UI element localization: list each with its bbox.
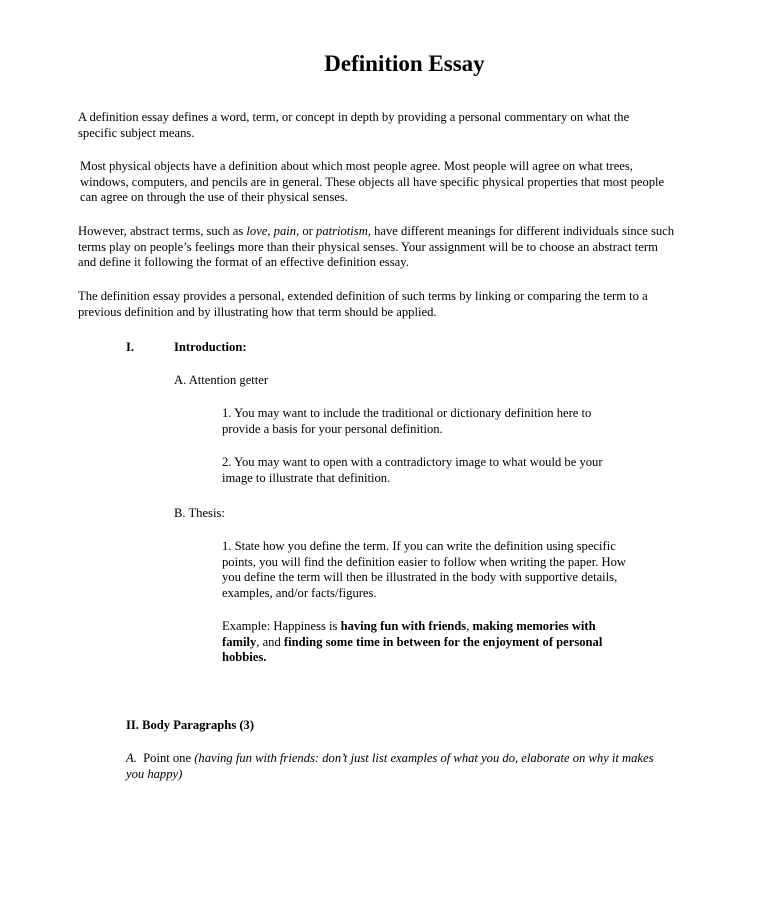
section-one-number: I. (126, 340, 135, 354)
section-one-title: Introduction: (174, 340, 247, 354)
extended-definition-paragraph: The definition essay provides a personal, extended definition of such terms by linking or comparing the term to a previous definition and by illustrating how that term should be applied. (78, 289, 648, 319)
abstract-terms-paragraph (78, 224, 678, 271)
example-separator-2: , and (256, 634, 284, 649)
point-one-note: (having fun with friends: don’t just list examples of what you do, elaborate on why it makes you happy) (126, 751, 654, 781)
example-separator-1: , (466, 619, 473, 633)
attention-getter-heading: A. Attention getter (174, 373, 269, 387)
thesis-item-1: 1. State how you define the term. If you can write the definition using specific points, you will find the definition easier to follow when writing the paper. How you define the term will then be illustrated in the body with supportive details, examples, and/or facts/figures. (222, 539, 626, 600)
example-bold-memories-with-family: making memories with family (222, 619, 596, 649)
abstract-middle-text: or (299, 224, 317, 238)
abstract-after-text: , have different meanings for different individuals since such terms play on people’s feelings more than their physical senses. Your assignment will be to choose an abstract term and define it following the format of an effective definition essay. (78, 224, 675, 269)
page-title: Definition Essay (324, 51, 485, 76)
body-paragraphs-heading: II. Body Paragraphs (3) (126, 718, 255, 732)
attention-getter-item-1: 1. You may want to include the traditional or dictionary definition here to provide a basis for your personal definition. (222, 406, 592, 436)
abstract-before-text: However, abstract terms, such as (78, 224, 247, 238)
thesis-heading: B. Thesis: (174, 506, 225, 520)
point-one (126, 751, 656, 782)
example-bold-fun-with-friends: having fun with friends (340, 619, 467, 633)
attention-getter-item-2: 2. You may want to open with a contradictory image to what would be your image to illustrate that definition. (222, 455, 603, 485)
thesis-example (222, 619, 627, 666)
example-prefix: Example: Happiness is (222, 619, 341, 633)
point-one-letter: A. (126, 751, 137, 765)
abstract-term-love-pain: love, pain, (246, 224, 300, 238)
point-one-label: Point one (136, 751, 195, 765)
abstract-term-patriotism: patriotism (316, 224, 368, 238)
example-bold-time-in-between: finding some time in between for the enjoyment of personal hobbies. (222, 634, 603, 664)
intro-paragraph: A definition essay defines a word, term, or concept in depth by providing a personal commentary on what the specific subject means. (78, 110, 630, 140)
physical-objects-paragraph: Most physical objects have a definition about which most people agree. Most people will agree on what trees, windows, computers, and pencils are in general. These objects all have specific physical properties that most people can agree on through the use of their physical senses. (80, 159, 665, 204)
